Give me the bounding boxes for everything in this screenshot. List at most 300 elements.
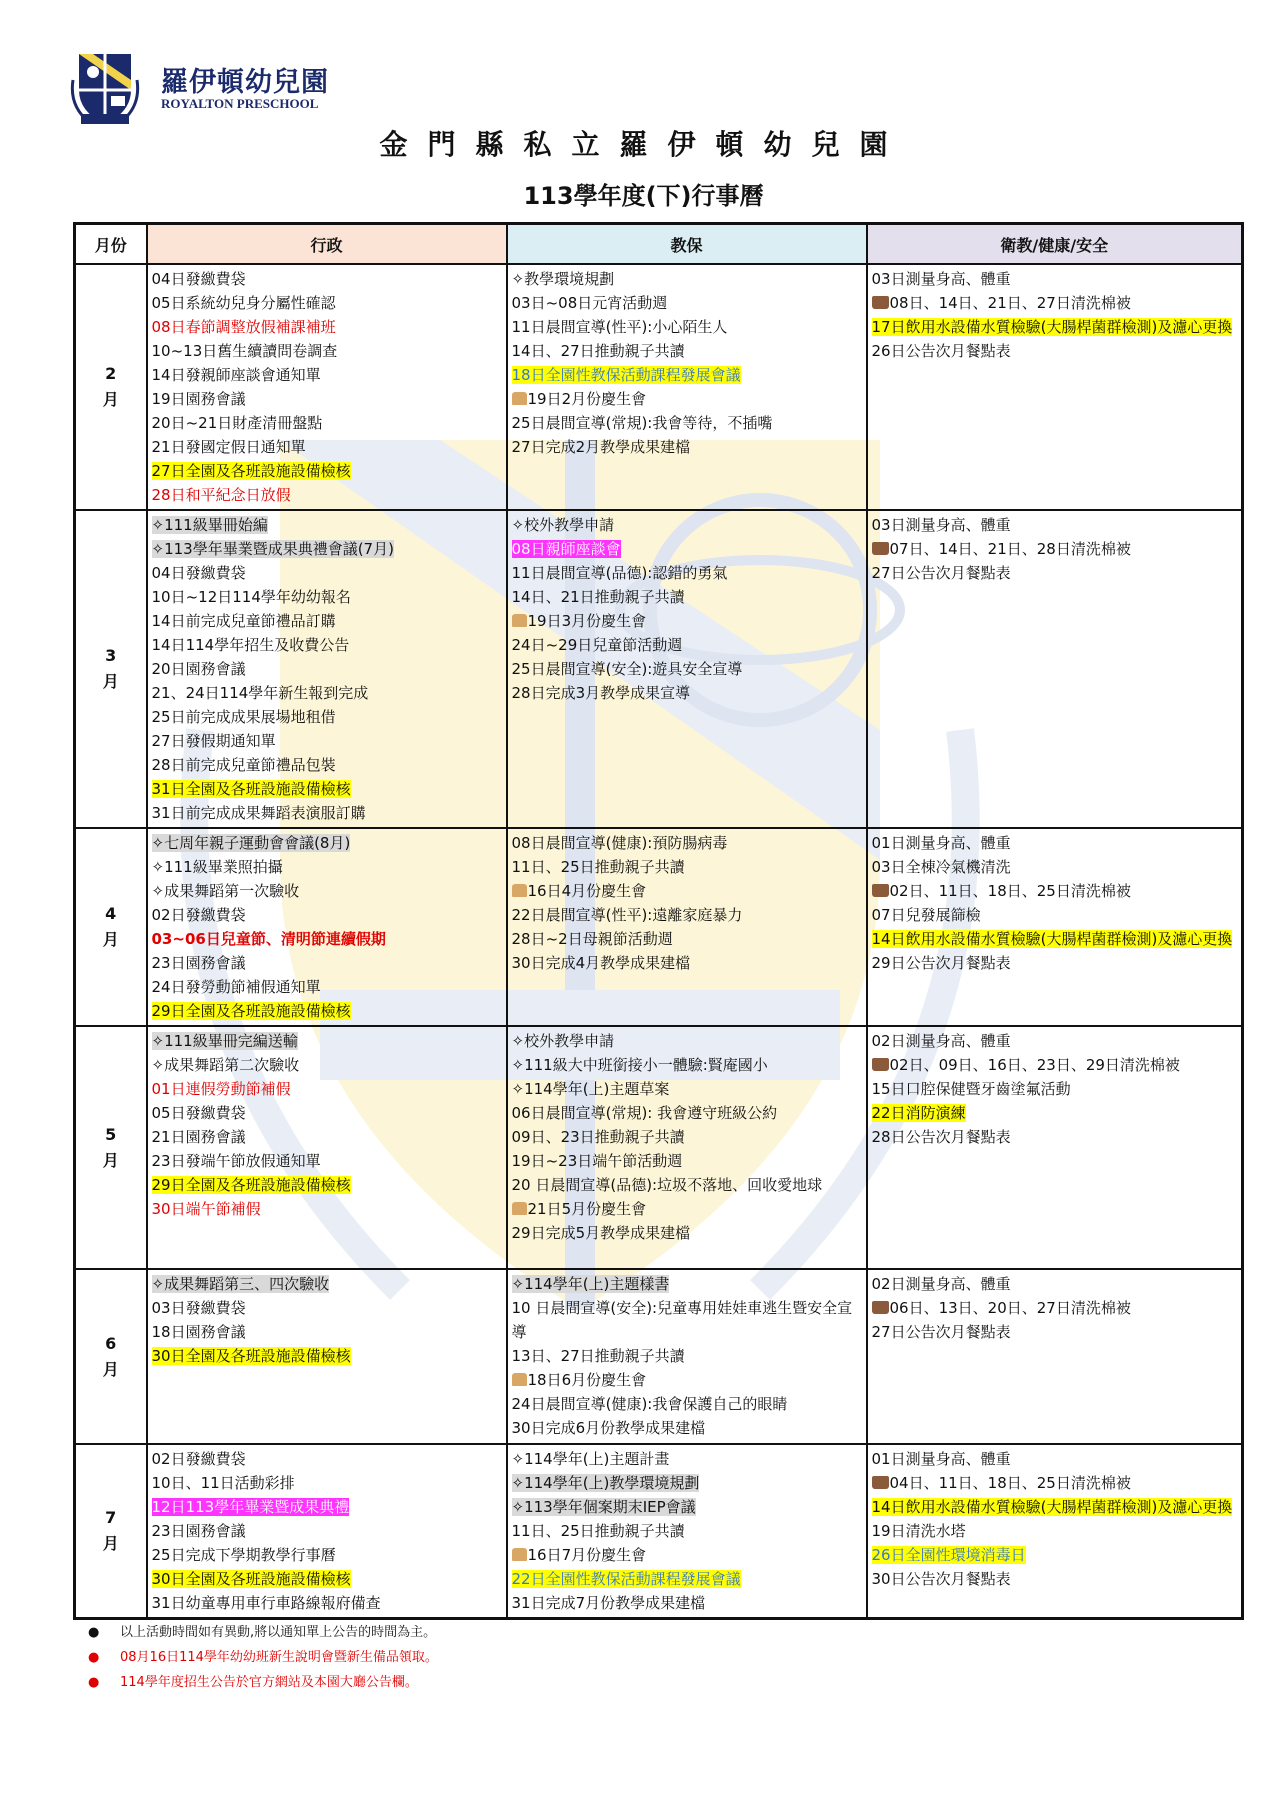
month-unit: 月 [102,390,119,409]
health-event-text: 17日飲用水設備水質檢驗(大腸桿菌群檢測)及濾心更換 [871,318,1233,336]
edu-event-text: 06日晨間宣導(常規): 我會遵守班級公約 [511,1104,778,1122]
admin-event [152,1029,500,1053]
admin-event [152,537,500,561]
edu-event-text: 19日~23日端午節活動週 [511,1152,683,1170]
edu-event [512,435,860,459]
edu-event [512,951,860,975]
edu-event-text: 22日全園性教保活動課程發展會議 [511,1570,741,1588]
admin-event [152,513,500,537]
health-cell [867,1269,1243,1444]
admin-event-text: 24日發勞動節補假通知單 [151,978,321,996]
admin-event [152,1320,500,1344]
month-row-3 [75,510,1243,828]
health-event [872,1272,1236,1296]
admin-event-text: 21、24日114學年新生報到完成 [151,684,369,702]
edu-event [512,927,860,951]
edu-event [512,1296,860,1344]
edu-cell [507,1444,867,1619]
month-number: 6 [105,1333,117,1353]
admin-event-text: 05日發繳費袋 [151,1104,246,1122]
admin-event [152,435,500,459]
edu-event [512,1125,860,1149]
edu-event-text: 18日全園性教保活動課程發展會議 [511,366,741,384]
school-logo [55,48,355,128]
edu-event-text: 24日~29日兒童節活動週 [511,636,683,654]
health-event [872,339,1236,363]
edu-event [512,1471,860,1495]
month-cell [75,1444,147,1619]
admin-event [152,831,500,855]
admin-event [152,927,500,951]
health-event-text: 02日、09日、16日、23日、29日清洗棉被 [889,1056,1180,1074]
health-event [872,513,1236,537]
health-event [872,1125,1236,1149]
admin-cell [147,1026,507,1269]
admin-event-text: 23日園務會議 [151,954,246,972]
birthday-cake-icon [512,1202,527,1215]
month-cell [75,1269,147,1444]
admin-event-text: 31日幼童專用車行車路線報府備查 [151,1594,381,1612]
edu-cell [507,1269,867,1444]
edu-event [512,1495,860,1519]
admin-event [152,291,500,315]
admin-event-text: 04日發繳費袋 [151,270,246,288]
admin-event [152,339,500,363]
admin-event [152,1447,500,1471]
health-event-text: 27日公告次月餐點表 [871,564,1011,582]
admin-event-text: 21日園務會議 [151,1128,246,1146]
edu-event-text: 28日完成3月教學成果宣導 [511,684,691,702]
handbag-icon [872,542,889,555]
health-event-text: 19日清洗水塔 [871,1522,966,1540]
admin-event [152,1125,500,1149]
edu-event [512,267,860,291]
admin-event [152,561,500,585]
handbag-icon [872,1301,889,1314]
admin-event [152,1471,500,1495]
edu-cell [507,510,867,828]
footnote-item: ● 114學年度招生公告於官方網站及本園大廳公告欄。 [88,1670,438,1695]
birthday-cake-icon [512,1373,527,1386]
health-event-text: 29日公告次月餐點表 [871,954,1011,972]
health-event [872,855,1236,879]
health-cell [867,510,1243,828]
birthday-cake-icon [512,392,527,405]
edu-event [512,1197,860,1221]
month-unit: 月 [102,1150,119,1170]
admin-event [152,999,500,1023]
admin-event [152,633,500,657]
month-number: 7 [105,1508,117,1527]
month-row-4 [75,828,1243,1026]
edu-event-text: ✧113學年個案期末IEP會議 [511,1498,696,1516]
month-unit: 月 [102,1534,119,1553]
admin-event [152,585,500,609]
edu-event [512,609,860,633]
admin-event [152,1591,500,1615]
health-event-text: 26日公告次月餐點表 [871,342,1011,360]
admin-event-text: 21日發國定假日通知單 [151,438,306,456]
edu-event-text: ✧教學環境規劃 [511,270,615,288]
admin-event [152,1149,500,1173]
admin-event [152,1519,500,1543]
admin-event-text: 14日發親師座談會通知單 [151,366,321,384]
edu-event [512,1272,860,1296]
edu-event-text: 18日6月份慶生會 [527,1371,647,1389]
month-number: 3 [105,646,117,665]
health-event [872,1471,1236,1495]
edu-event-text: 21日5月份慶生會 [527,1200,647,1218]
school-crest-icon [69,50,141,128]
admin-cell [147,1269,507,1444]
edu-event-text: 25日晨間宣導(常規):我會等待，不插嘴 [511,414,773,432]
edu-event [512,1101,860,1125]
edu-event-text: 25日晨間宣導(安全):遊具安全宣導 [511,660,743,678]
edu-event-text: 11日晨間宣導(性平):小心陌生人 [511,318,728,336]
edu-event-text: 10 日晨間宣導(安全):兒童專用娃娃車逃生暨安全宣導 [511,1299,853,1341]
edu-cell [507,828,867,1026]
health-event [872,1320,1236,1344]
edu-event [512,879,860,903]
admin-event [152,705,500,729]
admin-event-text: 31日全園及各班設施設備檢核 [151,780,351,798]
edu-event [512,1173,860,1197]
health-event-text: 01日測量身高、體重 [871,1450,1011,1468]
admin-event-text: 20日~21日財產清冊盤點 [151,414,323,432]
admin-event-text: 20日園務會議 [151,660,246,678]
health-event-text: 07日、14日、21日、28日清洗棉被 [889,540,1131,558]
admin-event [152,267,500,291]
edu-event [512,363,860,387]
edu-event-text: 28日~2日母親節活動週 [511,930,673,948]
edu-event [512,1344,860,1368]
admin-event [152,729,500,753]
health-event [872,831,1236,855]
admin-event [152,1101,500,1125]
month-cell [75,264,147,510]
health-event [872,1053,1236,1077]
edu-event [512,903,860,927]
admin-event-text: 25日前完成成果展場地租借 [151,708,336,726]
admin-cell [147,510,507,828]
admin-event [152,363,500,387]
edu-event-text: 22日晨間宣導(性平):遠離家庭暴力 [511,906,743,924]
month-number: 4 [105,904,117,923]
admin-event [152,459,500,483]
admin-event-text: 14日前完成兒童節禮品訂購 [151,612,336,630]
admin-event [152,411,500,435]
admin-event [152,681,500,705]
admin-event-text: ✧113學年畢業暨成果典禮會議(7月) [151,540,394,558]
handbag-icon [872,296,889,309]
calendar-body [75,264,1243,1619]
health-event [872,927,1236,951]
birthday-cake-icon [512,1548,527,1561]
edu-event-text: 11日晨間宣導(品德):認錯的勇氣 [511,564,728,582]
admin-cell [147,828,507,1026]
health-event-text: 03日全棟冷氣機清洗 [871,858,1011,876]
header-month: 月份 [75,224,147,265]
admin-event-text: 30日全園及各班設施設備檢核 [151,1347,351,1365]
health-event-text: 07日兒發展篩檢 [871,906,981,924]
admin-event [152,1272,500,1296]
edu-event [512,387,860,411]
health-event-text: 14日飲用水設備水質檢驗(大腸桿菌群檢測)及濾心更換 [871,1498,1233,1516]
edu-event [512,561,860,585]
edu-event-text: 24日晨間宣導(健康):我會保護自己的眼睛 [511,1395,788,1413]
admin-event-text: 18日園務會議 [151,1323,246,1341]
health-event-text: 02日測量身高、體重 [871,1032,1011,1050]
edu-event [512,513,860,537]
edu-event-text: 30日完成4月教學成果建檔 [511,954,691,972]
month-row-6 [75,1269,1243,1444]
table-header-row [75,224,1243,265]
admin-event-text: 31日前完成成果舞蹈表演服訂購 [151,804,366,822]
health-event-text: 30日公告次月餐點表 [871,1570,1011,1588]
health-event [872,1519,1236,1543]
admin-event [152,1053,500,1077]
birthday-cake-icon [512,884,527,897]
edu-event [512,1392,860,1416]
edu-event [512,633,860,657]
edu-event-text: 08日晨間宣導(健康):預防腸病毒 [511,834,728,852]
month-cell [75,828,147,1026]
admin-event-text: 12日113學年畢業暨成果典禮 [151,1498,350,1516]
health-event-text: 22日消防演練 [871,1104,966,1122]
health-event [872,1495,1236,1519]
admin-event-text: 27日發假期通知單 [151,732,276,750]
edu-event-text: ✧114學年(上)教學環境規劃 [511,1474,700,1492]
admin-event-text: 30日全園及各班設施設備檢核 [151,1570,351,1588]
admin-event-text: 10日~12日114學年幼幼報名 [151,588,351,606]
edu-event-text: 11日、25日推動親子共讀 [511,858,685,876]
health-event-text: 02日、11日、18日、25日清洗棉被 [889,882,1131,900]
edu-event [512,1519,860,1543]
month-cell [75,1026,147,1269]
admin-event [152,1567,500,1591]
admin-event [152,1296,500,1320]
health-event [872,1077,1236,1101]
edu-event [512,1447,860,1471]
health-cell [867,1026,1243,1269]
handbag-icon [872,884,889,897]
admin-event-text: 19日園務會議 [151,390,246,408]
admin-event [152,1197,500,1221]
admin-event-text: 28日前完成兒童節禮品包裝 [151,756,336,774]
edu-cell [507,1026,867,1269]
admin-event-text: 10日、11日活動彩排 [151,1474,295,1492]
edu-event-text: 11日、25日推動親子共讀 [511,1522,685,1540]
admin-event [152,1344,500,1368]
edu-event-text: 09日、23日推動親子共讀 [511,1128,685,1146]
edu-event-text: 08日親師座談會 [511,540,621,558]
admin-event [152,855,500,879]
edu-event [512,411,860,435]
calendar-table [73,222,1244,1620]
footnote-item: ● 以上活動時間如有異動,將以通知單上公告的時間為主。 [88,1620,438,1645]
admin-event-text: 01日連假勞動節補假 [151,1080,291,1098]
month-unit: 月 [102,1359,119,1379]
month-number: 2 [105,364,117,383]
month-unit: 月 [102,672,119,691]
health-event-text: 15日口腔保健暨牙齒塗氟活動 [871,1080,1071,1098]
health-event-text: 01日測量身高、體重 [871,834,1011,852]
school-name-en: ROYALTON PRESCHOOL [161,96,319,111]
edu-event [512,537,860,561]
month-number: 5 [105,1124,117,1144]
edu-event [512,585,860,609]
health-event-text: 08日、14日、21日、27日清洗棉被 [889,294,1131,312]
admin-event [152,975,500,999]
admin-event-text: ✧成果舞蹈第三、四次驗收 [151,1275,330,1293]
admin-event-text: 03~06日兒童節、清明節連續假期 [151,930,386,948]
health-event [872,267,1236,291]
edu-event [512,1567,860,1591]
admin-event [152,1077,500,1101]
edu-event-text: 31日完成7月份教學成果建檔 [511,1594,706,1612]
edu-event-text: ✧114學年(上)主題草案 [511,1080,670,1098]
edu-event-text: 27日完成2月教學成果建檔 [511,438,691,456]
edu-event [512,831,860,855]
month-unit: 月 [102,930,119,949]
admin-event-text: 10~13日舊生續讀問卷調查 [151,342,338,360]
edu-event-text: 16日7月份慶生會 [527,1546,647,1564]
admin-event [152,1173,500,1197]
health-event [872,1296,1236,1320]
admin-event-text: 29日全園及各班設施設備檢核 [151,1002,351,1020]
health-event-text: 28日公告次月餐點表 [871,1128,1011,1146]
edu-event [512,1077,860,1101]
edu-event [512,291,860,315]
header-admin: 行政 [147,224,507,265]
health-event [872,1567,1236,1591]
edu-event-text: 19日2月份慶生會 [527,390,647,408]
admin-event-text: ✧111級畢冊完編送輸 [151,1032,298,1050]
footnotes [88,1620,438,1695]
admin-event-text: ✧成果舞蹈第二次驗收 [151,1056,300,1074]
health-event-text: 04日、11日、18日、25日清洗棉被 [889,1474,1131,1492]
edu-event [512,657,860,681]
health-event-text: 27日公告次月餐點表 [871,1323,1011,1341]
health-cell [867,828,1243,1026]
admin-event-text: 05日系統幼兒身分屬性確認 [151,294,336,312]
admin-event-text: 23日發端午節放假通知單 [151,1152,321,1170]
admin-event [152,315,500,339]
health-event [872,1543,1236,1567]
health-event [872,1029,1236,1053]
admin-event-text: 14日114學年招生及收費公告 [151,636,350,654]
month-row-5 [75,1026,1243,1269]
admin-event-text: ✧成果舞蹈第一次驗收 [151,882,300,900]
edu-event-text: 30日完成6月份教學成果建檔 [511,1419,706,1437]
edu-event [512,855,860,879]
admin-event-text: ✧111級畢業照拍攝 [151,858,283,876]
health-event [872,951,1236,975]
health-event-text: 02日測量身高、體重 [871,1275,1011,1293]
health-cell [867,264,1243,510]
edu-event [512,1591,860,1615]
health-event [872,291,1236,315]
health-cell [867,1444,1243,1619]
admin-event [152,801,500,825]
health-event [872,1447,1236,1471]
edu-event-text: 14日、21日推動親子共讀 [511,588,685,606]
edu-event [512,1416,860,1440]
edu-event [512,339,860,363]
admin-event-text: ✧七周年親子運動會會議(8月) [151,834,351,852]
month-cell [75,510,147,828]
edu-event [512,1543,860,1567]
health-event [872,879,1236,903]
admin-cell [147,264,507,510]
admin-event-text: 27日全園及各班設施設備檢核 [151,462,351,480]
admin-event-text: 23日園務會議 [151,1522,246,1540]
admin-event [152,879,500,903]
edu-event-text: ✧114學年(上)主題計畫 [511,1450,670,1468]
edu-event-text: 20 日晨間宣導(品德):垃圾不落地、回收愛地球 [511,1176,823,1194]
page-subtitle: 113學年度(下)行事曆 [523,182,764,210]
edu-event [512,315,860,339]
edu-event-text: ✧114學年(上)主題樣書 [511,1275,670,1293]
header-edu: 教保 [507,224,867,265]
school-name-zh: 羅伊頓幼兒園 [161,67,329,98]
admin-event-text: 28日和平紀念日放假 [151,486,291,504]
edu-event-text: 16日4月份慶生會 [527,882,647,900]
birthday-cake-icon [512,614,527,627]
edu-event-text: ✧111級大中班銜接小一體驗:賢庵國小 [511,1056,768,1074]
admin-event [152,387,500,411]
health-event-text: 06日、13日、20日、27日清洗棉被 [889,1299,1131,1317]
edu-event [512,1029,860,1053]
edu-event-text: 13日、27日推動親子共讀 [511,1347,685,1365]
admin-event-text: ✧111級畢冊始編 [151,516,268,534]
admin-event [152,1495,500,1519]
month-row-2 [75,264,1243,510]
month-row-7 [75,1444,1243,1619]
admin-event [152,777,500,801]
admin-event-text: 08日春節調整放假補課補班 [151,318,336,336]
health-event-text: 03日測量身高、體重 [871,516,1011,534]
admin-event [152,483,500,507]
edu-event [512,681,860,705]
edu-event [512,1368,860,1392]
health-event [872,315,1236,339]
health-event [872,1101,1236,1125]
admin-event-text: 02日發繳費袋 [151,906,246,924]
admin-event-text: 29日全園及各班設施設備檢核 [151,1176,351,1194]
edu-event [512,1053,860,1077]
health-event [872,537,1236,561]
admin-event [152,903,500,927]
edu-event-text: 03日~08日元宵活動週 [511,294,668,312]
edu-cell [507,264,867,510]
handbag-icon [872,1476,889,1489]
edu-event-text: 19日3月份慶生會 [527,612,647,630]
edu-event-text: ✧校外教學申請 [511,1032,615,1050]
header-health: 衛教/健康/安全 [867,224,1243,265]
page-title: 金門縣私立羅伊頓幼兒園 [379,128,908,161]
admin-event-text: 25日完成下學期教學行事曆 [151,1546,336,1564]
edu-event-text: 29日完成5月教學成果建檔 [511,1224,691,1242]
health-event-text: 26日全園性環境消毒日 [871,1546,1026,1564]
footnote-item: ● 08月16日114學年幼幼班新生說明會暨新生備品領取。 [88,1645,438,1670]
health-event-text: 14日飲用水設備水質檢驗(大腸桿菌群檢測)及濾心更換 [871,930,1233,948]
admin-cell [147,1444,507,1619]
edu-event-text: ✧校外教學申請 [511,516,615,534]
admin-event-text: 04日發繳費袋 [151,564,246,582]
admin-event-text: 30日端午節補假 [151,1200,261,1218]
health-event [872,903,1236,927]
